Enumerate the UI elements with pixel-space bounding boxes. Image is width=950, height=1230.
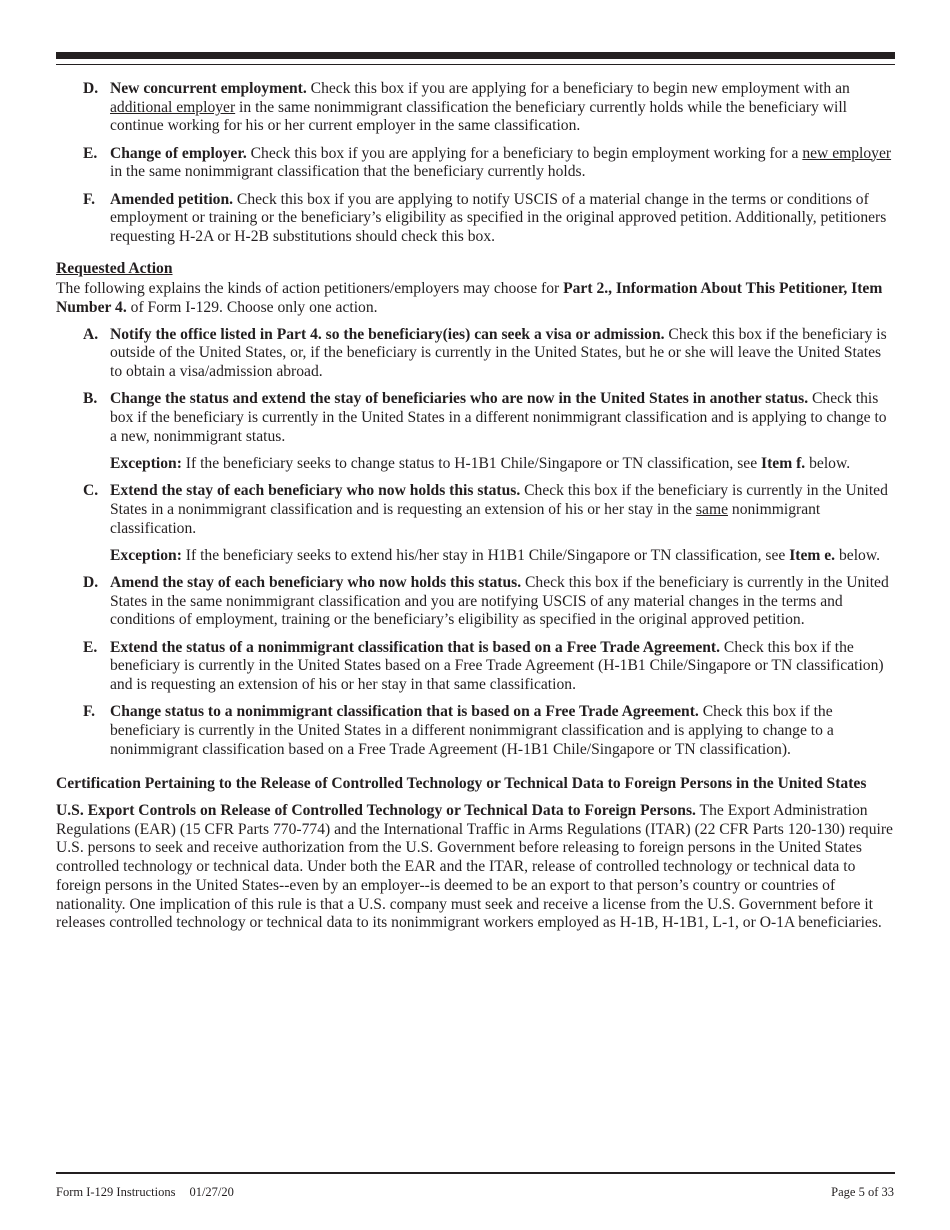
exception-label: Exception: bbox=[110, 546, 182, 564]
intro-bold: Part 2., Information About This Petitioner, Item Number 4. bbox=[56, 280, 883, 317]
item-title: Change of employer. bbox=[110, 144, 247, 162]
action-item-f bbox=[56, 703, 896, 759]
item-letter: F. bbox=[83, 190, 95, 208]
intro-text: The following explains the kinds of action petitioners/employers may choose for bbox=[56, 280, 564, 298]
action-item-b-exception bbox=[56, 455, 896, 474]
certification-lead: U.S. Export Controls on Release of Controlled Technology or Technical Data to Foreign Persons. bbox=[56, 802, 696, 819]
action-item-c bbox=[56, 482, 896, 538]
item-letter: D. bbox=[83, 573, 99, 591]
item-letter: E. bbox=[83, 144, 98, 162]
item-title: Change the status and extend the stay of beneficiaries who are now in the United States in another status. bbox=[110, 390, 809, 408]
item-letter: C. bbox=[83, 482, 99, 500]
page-content bbox=[56, 80, 896, 941]
footer-page-number: Page 5 of 33 bbox=[831, 1185, 894, 1199]
item-title: Change status to a nonimmigrant classification that is based on a Free Trade Agreement. bbox=[110, 703, 699, 721]
footer-rule bbox=[56, 1172, 895, 1174]
requested-action-intro bbox=[56, 280, 896, 317]
item-text: nonimmigrant classification. bbox=[110, 500, 821, 537]
item-letter: A. bbox=[83, 325, 99, 343]
item-letter: D. bbox=[83, 80, 99, 97]
exception-label: Exception: bbox=[110, 454, 182, 472]
item-title: New concurrent employment. bbox=[110, 80, 307, 97]
intro-text: of Form I-129. Choose only one action. bbox=[126, 299, 378, 317]
action-item-d bbox=[56, 574, 896, 630]
requested-action-heading: Requested Action bbox=[56, 259, 173, 277]
footer-form-info bbox=[56, 1185, 234, 1200]
certification-text: The Export Administration Regulations (EAR) (15 CFR Parts 770-774) and the International Traffic in Arms Regulations (ITAR) (22 CFR Parts 120-130) require U.S. persons to seek and receive authorization from the U.S. Government before releasing to foreign persons in the United States controlled technology or technical data. Under both the EAR and the ITAR, release of controlled technology or technical data to foreign persons in the United States--even by an employer--is deemed to be an export to that person’s country or countries of nationality. One implication of this rule is that a U.S. company must seek and receive a license from the U.S. Government before it releases controlled technology or technical data to its nonimmigrant workers employed as H-1B, H-1B1, L-1, or O-1A beneficiaries. bbox=[56, 802, 893, 932]
item-text: Check this box if the beneficiary is currently in the United States based on a Free Trade Agreement (H-1B1 Chile/Singapore or TN classification) and is requesting an extension of his or her stay in that same classification. bbox=[110, 638, 884, 693]
item-text: Check this box if the beneficiary is currently in the United States in a different nonimmigrant classification and is applying to change to a new, nonimmigrant status. bbox=[110, 390, 887, 445]
item-text: in the same nonimmigrant classification that the beneficiary currently holds. bbox=[110, 163, 586, 181]
item-underline: same bbox=[695, 500, 728, 518]
item-text: Check this box if the beneficiary is outside of the United States, or, if the beneficiary is currently in the United States, but he or she will leave the United States to obtain a visa/admission abroad. bbox=[110, 325, 887, 381]
item-text: Check this box if the beneficiary is currently in the United States in the same nonimmigrant classification and you are notifying USCIS of any material changes in the terms and conditions of employment, training or the beneficiary’s eligibility as specified in the original approved petition. bbox=[110, 573, 889, 629]
exception-ref: Item f. bbox=[761, 454, 806, 472]
exception-ref: Item e. bbox=[789, 546, 836, 564]
item-text: Check this box if you are applying to notify USCIS of a material change in the terms or conditions of employment or training or the beneficiary’s eligibility as specified in the original approved petition. Additionally, petitioners requesting H-2A or H-2B substitutions should check this box. bbox=[110, 190, 887, 245]
item-letter: F. bbox=[83, 703, 95, 721]
basis-item-e bbox=[56, 145, 896, 182]
item-letter: E. bbox=[83, 638, 98, 656]
exception-text: If the beneficiary seeks to extend his/her stay in H1B1 Chile/Singapore or TN classification, see bbox=[181, 546, 790, 564]
item-title: Notify the office listed in Part 4. so the beneficiary(ies) can seek a visa or admission. bbox=[110, 325, 665, 343]
item-letter: B. bbox=[83, 390, 98, 408]
exception-text: If the beneficiary seeks to change status to H-1B1 Chile/Singapore or TN classification, see bbox=[181, 454, 762, 472]
action-item-b bbox=[56, 390, 896, 446]
basis-item-d bbox=[56, 80, 896, 136]
certification-paragraph bbox=[56, 802, 896, 933]
item-text: Check this box if the beneficiary is currently in the United States in a nonimmigrant classification and is requesting an extension of his or her stay in the bbox=[110, 482, 888, 518]
item-title: Amend the stay of each beneficiary who now holds this status. bbox=[110, 573, 522, 591]
header-rule-thin bbox=[56, 64, 895, 65]
action-item-c-exception bbox=[56, 547, 896, 566]
exception-text: below. bbox=[835, 546, 880, 564]
item-text: Check this box if you are applying for a beneficiary to begin employment working for a bbox=[246, 144, 803, 162]
item-title: Extend the status of a nonimmigrant classification that is based on a Free Trade Agreement. bbox=[110, 638, 721, 656]
item-title: Extend the stay of each beneficiary who now holds this status. bbox=[110, 482, 521, 500]
item-text: Check this box if the beneficiary is currently in the United States in a different nonimmigrant classification and is applying to change to a nonimmigrant classification based on a Free Trade Agreement (H-1B1 Chile/Singapore or TN classification). bbox=[110, 703, 834, 758]
item-text: Check this box if you are applying for a beneficiary to begin new employment with an bbox=[306, 80, 850, 97]
exception-text: below. bbox=[805, 454, 851, 472]
basis-item-f bbox=[56, 191, 896, 247]
action-item-a bbox=[56, 326, 896, 382]
footer-form-name: Form I-129 Instructions bbox=[56, 1185, 176, 1199]
certification-heading: Certification Pertaining to the Release of Controlled Technology or Technical Data to Foreign Persons in the United States bbox=[56, 775, 867, 793]
item-underline: additional employer bbox=[110, 98, 236, 116]
footer-edition-date: 01/27/20 bbox=[189, 1185, 234, 1199]
header-rule-thick bbox=[56, 52, 895, 59]
item-title: Amended petition. bbox=[110, 190, 234, 208]
item-underline: new employer bbox=[802, 144, 892, 162]
item-text: in the same nonimmigrant classification the beneficiary currently holds while the beneficiary will continue working for his or her current employer in the same classification. bbox=[110, 98, 848, 135]
action-item-e bbox=[56, 639, 896, 695]
